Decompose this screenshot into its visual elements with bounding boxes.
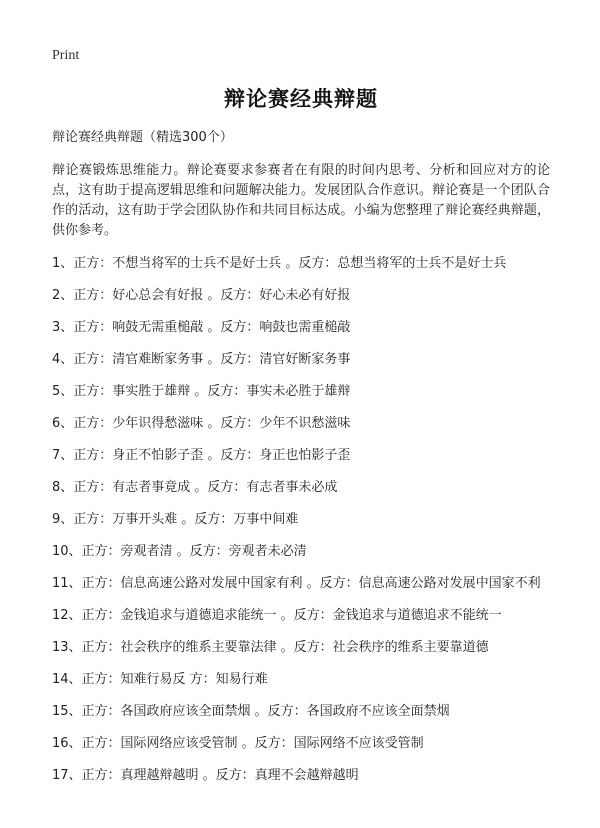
list-item: [52, 766, 550, 786]
item-number: 11、: [52, 576, 82, 592]
list-item: [52, 254, 550, 274]
item-number: 10、: [52, 544, 82, 560]
item-number: 7、: [52, 448, 74, 464]
item-text: 正方：信息高速公路对发展中国家有利 。反方：信息高速公路对发展中国家不利: [81, 576, 541, 592]
list-item: [52, 510, 550, 530]
item-number: 4、: [52, 352, 74, 368]
item-text: 正方：不想当将军的士兵不是好士兵 。反方：总想当将军的士兵不是好士兵: [73, 256, 507, 272]
item-text: 正方：国际网络应该受管制 。反方：国际网络不应该受管制: [81, 736, 424, 752]
item-text: 正方：知难行易反 方：知易行难: [81, 672, 268, 688]
intro-paragraph: 辩论赛锻炼思维能力。辩论赛要求参赛者在有限的时间内思考、分析和回应对方的论点，这有助于提高逻辑思维和问题解决能力。发展团队合作意识。辩论赛是一个团队合作的活动，这有助于学会团队协作和共同目标达成。小编为您整理了辩论赛经典辩题，供你参考。: [52, 163, 550, 239]
item-text: 正方：事实胜于雄辩 。反方：事实未必胜于雄辩: [73, 384, 351, 400]
item-number: 1、: [52, 256, 74, 272]
page-title: 辩论赛经典辩题: [224, 87, 378, 111]
item-text: 正方：各国政府应该全面禁烟 。反方：各国政府不应该全面禁烟: [81, 704, 450, 720]
item-text: 正方：旁观者清 。反方：旁观者未必清: [81, 544, 307, 560]
item-number: 15、: [52, 704, 82, 720]
item-text: 正方：响鼓无需重槌敲 。反方：响鼓也需重槌敲: [73, 320, 351, 336]
list-item: [52, 478, 550, 498]
item-text: 正方：清官难断家务事 。反方：清官好断家务事: [73, 352, 351, 368]
list-item: [52, 414, 550, 434]
item-text: 正方：金钱追求与道德追求能统一 。反方：金钱追求与道德追求不能统一: [81, 608, 502, 624]
item-number: 13、: [52, 640, 82, 656]
item-text: 正方：社会秩序的维系主要靠法律 。反方：社会秩序的维系主要靠道德: [81, 640, 489, 656]
list-item: [52, 638, 550, 658]
item-text: 正方：万事开头难 。反方：万事中间难: [73, 512, 299, 528]
item-number: 14、: [52, 672, 82, 688]
list-item: [52, 734, 550, 754]
item-text: 正方：真理越辩越明 。反方：真理不会越辩越明: [81, 768, 359, 784]
item-text: 正方：有志者事竟成 。反方：有志者事未必成: [73, 480, 338, 496]
item-number: 2、: [52, 288, 74, 304]
list-item: [52, 606, 550, 626]
list-item: [52, 286, 550, 306]
item-number: 8、: [52, 480, 74, 496]
list-item: [52, 702, 550, 722]
item-number: 5、: [52, 384, 74, 400]
item-number: 17、: [52, 768, 82, 784]
list-item: [52, 382, 550, 402]
list-item: [52, 446, 550, 466]
item-text: 正方：少年识得愁滋味 。反方：少年不识愁滋味: [73, 416, 351, 432]
list-item: [52, 318, 550, 338]
item-number: 6、: [52, 416, 74, 432]
item-number: 3、: [52, 320, 74, 336]
item-text: 正方：身正不怕影子歪 。反方：身正也怕影子歪: [73, 448, 351, 464]
print-link[interactable]: Print: [52, 48, 80, 63]
subtitle: 辩论赛经典辩题（精选300个）: [52, 130, 233, 146]
item-number: 12、: [52, 608, 82, 624]
item-text: 正方：好心总会有好报 。反方：好心未必有好报: [73, 288, 351, 304]
item-number: 16、: [52, 736, 82, 752]
debate-topic-list: [52, 254, 550, 786]
list-item: [52, 350, 550, 370]
item-number: 9、: [52, 512, 74, 528]
list-item: [52, 542, 550, 562]
list-item: [52, 670, 550, 690]
list-item: [52, 574, 550, 594]
